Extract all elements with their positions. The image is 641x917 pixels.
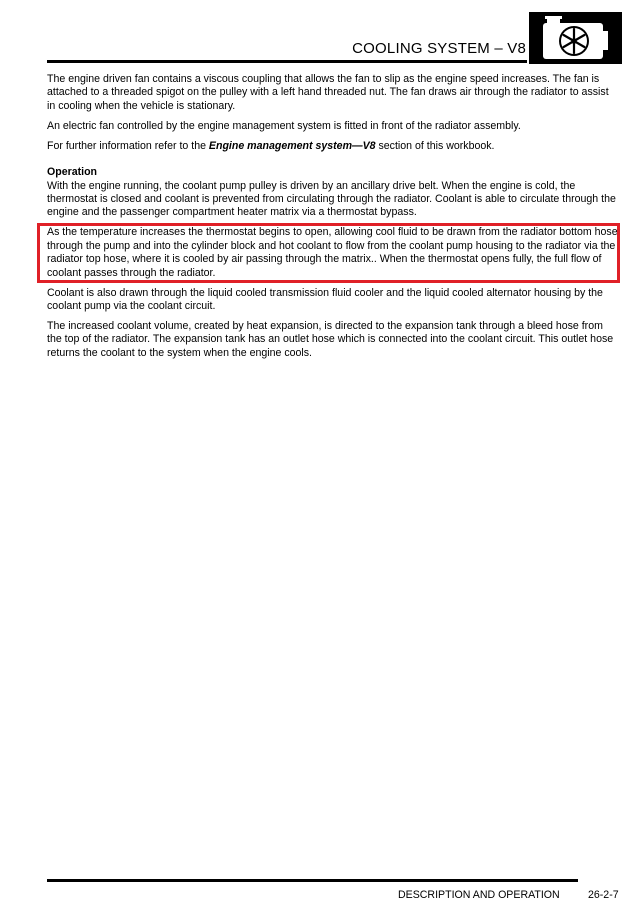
footer-rule	[47, 879, 578, 882]
reference-lead-in: For further information refer to the	[47, 139, 209, 152]
page-number: 26-2-7	[588, 889, 619, 901]
paragraph-coolant-circuit: Coolant is also drawn through the liquid cooled transmission fluid cooler and the liquid cooled alternator housing by the coolant pump via the coolant circuit.	[47, 286, 603, 313]
body-text	[47, 73, 619, 367]
paragraph-viscous-fan: The engine driven fan contains a viscous coupling that allows the fan to slip as the engine speed increases. The fan is attached to a threaded spigot on the pulley with a left hand threaded nut. The fan draws air through the radiator to assist in cooling when the vehicle is stationary.	[47, 73, 609, 112]
paragraph-thermostat-opening: As the temperature increases the thermostat begins to open, allowing cool fluid to be drawn from the radiator bottom hose through the pump and into the cylinder block and hot coolant to flow from the coolant pump housing to the radiator via the radiator top hose, where it is cooled by air passing through the matrix.. When the thermostat opens fully, the full flow of coolant passes through the radiator.	[47, 226, 618, 279]
paragraph-expansion-tank: The increased coolant volume, created by heat expansion, is directed to the expansion tank through a bleed hose from the top of the radiator. The expansion tank has an outlet hose which is connected into the coolant circuit. This outlet hose returns the coolant to the system when the engine cools.	[47, 320, 614, 359]
paragraph-electric-fan: An electric fan controlled by the engine management system is fitted in front of the radiator assembly.	[47, 119, 521, 132]
footer-section-name: DESCRIPTION AND OPERATION	[398, 889, 560, 901]
engine-management-reference: Engine management system—V8	[208, 139, 376, 152]
page-title: COOLING SYSTEM – V8	[352, 40, 526, 57]
operation-heading: Operation	[47, 166, 98, 179]
header-rule	[47, 60, 527, 63]
paragraph-engine-cold: With the engine running, the coolant pump pulley is driven by an ancillary drive belt. When the engine is cold, the thermostat is closed and coolant is prevented from circulating through the radiator. Coolant is able to circulate through the engine and the passenger compartment heater matrix via a thermostat bypass.	[47, 179, 616, 219]
reference-trailer: section of this workbook.	[375, 139, 495, 152]
highlight-box	[37, 223, 620, 283]
paragraph-further-information	[47, 140, 619, 153]
radiator-fan-icon	[529, 12, 622, 64]
